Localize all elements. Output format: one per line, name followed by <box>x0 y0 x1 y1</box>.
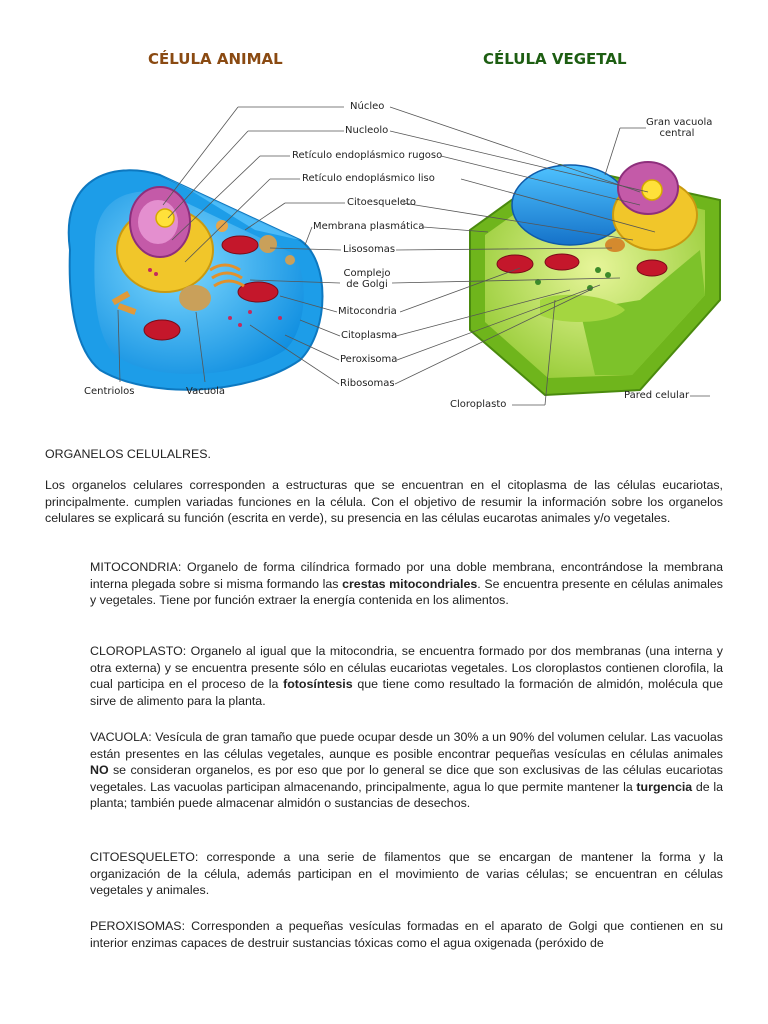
paragraph-mitocondria <box>90 559 723 609</box>
mito-text-2: . Se encuentra presente en células animales y vegetales. Tiene por función extraer la energía contenida en los alimentos. <box>90 576 723 608</box>
animal-cell-title: CÉLULA ANIMAL <box>148 50 283 68</box>
label-lisosomas: Lisosomas <box>343 244 396 255</box>
label-rer: Retículo endoplásmico rugoso <box>292 150 443 161</box>
mito-bold: crestas mitocondriales <box>342 576 478 591</box>
label-golgi <box>342 268 392 290</box>
vac-text-1: VACUOLA: Vesícula de gran tamaño que puede ocupar desde un 30% a un 90% del volumen celular. Las vacuolas están presentes en las células vegetales, aunque es posible encontrar pequeñas vesículas en células animales <box>90 730 723 761</box>
vac-text-2: se consideran organelos, es por eso que por lo general se dice que son exclusivas de las células eucariotas vegetales. Las vacuolas participan almacenando, principalmente, agua lo que permite mantener la <box>90 763 723 794</box>
paragraph-citoesqueleto: CITOESQUELETO: corresponde a una serie de filamentos que se encargan de mantener la forma y la organización de la célula, además participan en el movimiento de varias células; se encuentran en células vegetales y animales. <box>90 850 723 898</box>
cell-diagram <box>0 0 768 430</box>
label-citoplasma: Citoplasma <box>341 330 398 341</box>
label-nucleolo: Nucleolo <box>345 125 389 136</box>
label-membrana: Membrana plasmática <box>313 221 425 232</box>
label-peroxisoma: Peroxisoma <box>340 354 398 365</box>
intro-paragraph: Los organelos celulares corresponden a estructuras que se encuentran en el citoplasma de las células eucariotas, principalmente. cumplen variadas funciones en la célula. Con el objetivo de resumir la información sobre los organelos celulares se explicará su función (escrita en verde), su presencia en las células eucarotas animales y/o vegetales. <box>45 478 723 526</box>
vac-bold-no: NO <box>90 763 109 778</box>
paragraph-vacuola <box>90 729 723 812</box>
label-gran-vacuola-line2: central <box>659 128 695 139</box>
label-mitocondria: Mitocondria <box>338 306 397 317</box>
label-centriolos: Centriolos <box>84 386 135 397</box>
mito-text-1: MITOCONDRIA: Organelo de forma cilíndrica formado por una doble membrana, encontrándose la membrana interna plegada sobre si misma formando las <box>90 560 723 591</box>
cloro-text-2: que tiene como resultado la formación de almidón, molécula que sirve de alimento para la planta. <box>90 677 723 708</box>
cloro-text-1: CLOROPLASTO: Organelo al igual que la mitocondria, se encuentra formado por dos membranas (una interna y otra externa) y se encuentra presente sólo en células eucariotas vegetales. Los cloroplastos contienen clorofila, la cual participa en el proceso de la <box>90 644 723 692</box>
label-complejo: Complejo <box>343 268 391 279</box>
label-nucleo: Núcleo <box>350 101 385 112</box>
vac-text-3: de la planta; también puede almacenar almidón o sustancias de desechos. <box>90 779 724 811</box>
label-ribosomas: Ribosomas <box>340 378 395 389</box>
label-citoesqueleto: Citoesqueleto <box>347 197 416 208</box>
cloro-bold: fotosíntesis <box>283 677 353 692</box>
label-vacuola: Vacuola <box>186 386 226 397</box>
label-gran-vacuola-line1: Gran vacuola <box>646 117 713 128</box>
paragraph-peroxisomas: PEROXISOMAS: Corresponden a pequeñas vesículas formadas en el aparato de Golgi que contienen en su interior enzimas capaces de destruir sustancias tóxicas como el agua oxigenada (peróxido de <box>90 919 723 950</box>
paragraph-cloroplasto <box>90 643 723 709</box>
plant-cell-title: CÉLULA VEGETAL <box>483 50 627 68</box>
vac-bold-turgencia: turgencia <box>636 779 693 794</box>
label-de-golgi: de Golgi <box>346 279 388 290</box>
label-cloroplasto: Cloroplasto <box>450 399 507 410</box>
section-heading: ORGANELOS CELULALRES. <box>45 447 211 461</box>
label-rel: Retículo endoplásmico liso <box>302 173 435 184</box>
cell-illustrations <box>0 0 768 430</box>
label-gran-vacuola <box>646 117 713 139</box>
label-pared-celular: Pared celular <box>624 390 690 401</box>
